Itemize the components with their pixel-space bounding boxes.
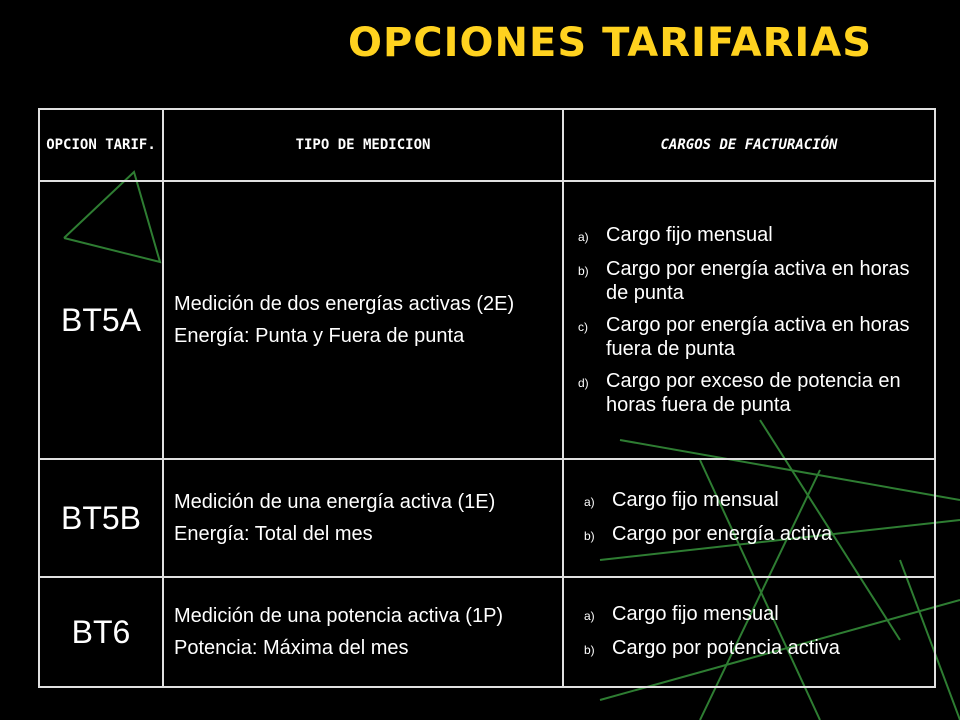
list-item-text: Cargo fijo mensual xyxy=(612,603,779,625)
list-item xyxy=(584,636,926,662)
list-marker: a) xyxy=(584,495,595,509)
list-item-text: Cargo por energía activa xyxy=(612,523,833,545)
tariff-code: BT5A xyxy=(39,181,163,459)
list-item xyxy=(578,313,926,361)
table-row xyxy=(39,459,935,577)
list-item xyxy=(584,522,926,548)
list-item xyxy=(578,257,926,305)
medicion-cell xyxy=(163,459,563,577)
list-item-text: Cargo fijo mensual xyxy=(612,489,779,511)
header-tipo-medicion: TIPO DE MEDICION xyxy=(163,109,563,181)
list-item-text: Cargo por potencia activa xyxy=(612,637,840,659)
page-title: OPCIONES TARIFARIAS xyxy=(347,20,873,66)
medicion-text: Energía: Punta y Fuera de punta xyxy=(174,325,465,347)
header-cargos: CARGOS DE FACTURACIÓN xyxy=(563,109,935,181)
cargos-cell xyxy=(563,181,935,459)
list-marker: b) xyxy=(584,643,595,657)
list-item xyxy=(578,223,926,249)
list-item-text: Cargo fijo mensual xyxy=(606,224,773,246)
table-header-row xyxy=(39,109,935,181)
medicion-cell xyxy=(163,181,563,459)
table-row xyxy=(39,181,935,459)
medicion-text: Medición de una energía activa (1E) xyxy=(174,491,496,513)
list-marker: c) xyxy=(578,320,588,334)
list-marker: a) xyxy=(578,230,589,244)
tariff-code: BT6 xyxy=(39,577,163,687)
medicion-text: Medición de dos energías activas (2E) xyxy=(174,293,515,315)
list-item-text: Cargo por exceso de potencia en horas fuera de punta xyxy=(606,370,901,416)
medicion-cell xyxy=(163,577,563,687)
cargos-cell xyxy=(563,577,935,687)
list-item xyxy=(584,602,926,628)
list-item xyxy=(578,369,926,417)
cargos-cell xyxy=(563,459,935,577)
medicion-text: Potencia: Máxima del mes xyxy=(174,637,409,659)
list-marker: d) xyxy=(578,376,589,390)
list-item-text: Cargo por energía activa en horas fuera de punta xyxy=(606,314,910,360)
tariff-options-table xyxy=(38,108,936,688)
list-item xyxy=(584,488,926,514)
list-marker: b) xyxy=(584,529,595,543)
table-row xyxy=(39,577,935,687)
list-marker: a) xyxy=(584,609,595,623)
medicion-text: Energía: Total del mes xyxy=(174,523,373,545)
tariff-code: BT5B xyxy=(39,459,163,577)
medicion-text: Medición de una potencia activa (1P) xyxy=(174,605,504,627)
list-item-text: Cargo por energía activa en horas de punta xyxy=(606,258,910,304)
header-opcion: OPCION TARIF. xyxy=(39,109,163,181)
list-marker: b) xyxy=(578,264,589,278)
